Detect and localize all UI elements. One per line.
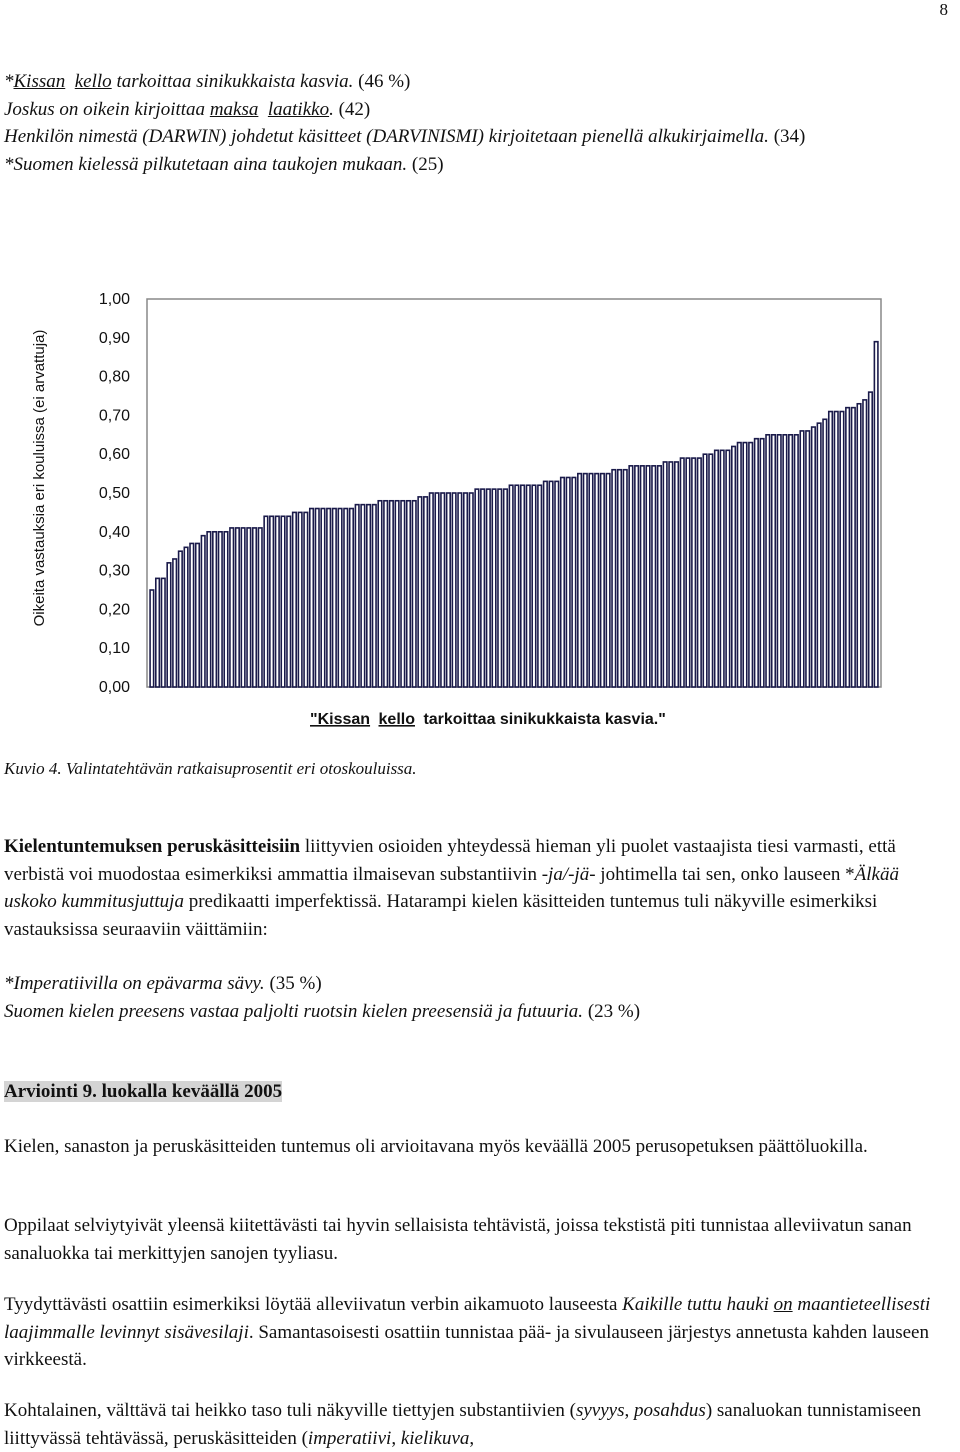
chart-bar <box>355 505 359 687</box>
chart-bar <box>641 466 645 687</box>
y-tick-label: 0,90 <box>98 329 130 347</box>
chart-bar <box>840 412 844 687</box>
chart-bar <box>726 450 730 687</box>
chart-bar <box>738 443 742 687</box>
y-tick-label: 0,70 <box>98 407 130 425</box>
chart-bar <box>549 481 553 687</box>
chart-bar <box>646 466 650 687</box>
chart-bar <box>441 493 445 687</box>
chart-bar <box>823 419 827 687</box>
chart-bar <box>373 505 377 687</box>
paragraph-text: , <box>391 1427 401 1449</box>
chart-bar <box>201 536 205 687</box>
bars <box>150 342 878 687</box>
chart-bar <box>595 474 599 687</box>
underlined-word: maksa <box>209 98 259 120</box>
chart-bar <box>601 474 605 687</box>
chart-bar <box>834 412 838 687</box>
chart-bar <box>686 458 690 687</box>
chart-bar <box>333 509 337 687</box>
chart-bar <box>247 528 251 687</box>
chart-bar <box>287 516 291 687</box>
chart-bar <box>612 470 616 687</box>
chart-bar <box>526 485 530 687</box>
chart-bar <box>857 404 861 687</box>
chart-bar <box>777 435 781 687</box>
chart-bar <box>156 578 160 687</box>
chart-bar <box>253 528 257 687</box>
chart-bar <box>344 509 348 687</box>
italic-text: Kaikille tuttu hauki <box>622 1294 774 1315</box>
chart-bar <box>167 563 171 687</box>
y-tick-label: 0,20 <box>98 601 130 619</box>
paragraph-text: predikaatti imperfektissä. Hatarampi kielen käsitteiden tuntemus tuli näkyville esimerkiksi vastauksissa seuraaviin väittämiin: <box>4 891 878 940</box>
paragraph-5 <box>4 1397 954 1452</box>
underlined-word: laatikko <box>267 98 330 120</box>
chart-bar <box>755 439 759 687</box>
chart-bar <box>184 547 188 687</box>
chart-bar <box>874 342 878 687</box>
chart-bar <box>692 458 696 687</box>
chart-bar <box>869 392 873 687</box>
chart-bar <box>407 501 411 687</box>
chart-bar <box>772 435 776 687</box>
chart-bar <box>658 466 662 687</box>
statement-percentage: (34) <box>768 126 806 147</box>
y-tick-label: 0,10 <box>98 640 130 658</box>
italic-text: posahdus <box>634 1400 706 1421</box>
chart-bar <box>401 501 405 687</box>
italic-text: Älkää uskoko kummitusjuttuja <box>4 863 899 912</box>
chart-bar <box>789 435 793 687</box>
chart-bar <box>390 501 394 687</box>
chart-bar <box>566 477 570 687</box>
chart-bar <box>783 435 787 687</box>
chart-bar <box>578 474 582 687</box>
chart-bar <box>310 509 314 687</box>
paragraph-1 <box>4 833 954 943</box>
statement-text: Joskus on oikein kirjoittaa <box>4 98 210 120</box>
chart-bar <box>241 528 245 687</box>
chart-bar <box>663 462 667 687</box>
claim-percentage: (23 %) <box>583 1000 641 1022</box>
chart-bar <box>492 489 496 687</box>
chart-bar <box>236 528 240 687</box>
chart-bar <box>161 578 165 687</box>
claim-percentage: (35 %) <box>264 973 322 994</box>
chart-bar <box>629 466 633 687</box>
y-tick-label: 0,50 <box>98 485 130 502</box>
chart-bar <box>680 458 684 687</box>
italic-text: maantieteellisesti laajimmalle levinnyt sisävesilaji <box>4 1294 931 1343</box>
paragraph-text: johtimella tai sen, onko lauseen * <box>595 863 855 885</box>
y-tick-label: 0,60 <box>98 446 130 464</box>
statement-percentage: (42) <box>333 98 371 120</box>
paragraph-text: Kohtalainen, välttävä tai heikko taso tuli näkyville tiettyjen substantiivien ( <box>4 1400 576 1421</box>
chart-bar <box>720 450 724 687</box>
statement-text: Henkilön nimestä (DARWIN) johdetut käsitteet (DARVINISMI) kirjoitetaan pienellä alkukirjaimella. <box>4 126 769 147</box>
chart-bar <box>207 532 211 687</box>
chart-bar <box>675 462 679 687</box>
chart-bar <box>258 528 262 687</box>
chart-bar <box>635 466 639 687</box>
chart-bar <box>219 532 223 687</box>
chart-bar <box>606 474 610 687</box>
chart-bar <box>487 489 491 687</box>
underlined-word: Kissan <box>13 71 66 92</box>
chart-bar <box>230 528 234 687</box>
chart-bar <box>515 485 519 687</box>
bold-term: Kielentuntemuksen peruskäsitteisiin <box>4 836 301 857</box>
chart-bar <box>572 477 576 687</box>
chart-bar <box>732 446 736 687</box>
chart-bar <box>458 493 462 687</box>
paragraph-text: . Samantasoisesti osattiin tunnistaa pää- ja sivulauseen järjestys annetusta kahden lauseen virkkeestä. <box>4 1321 929 1370</box>
chart-bar <box>338 509 342 687</box>
statement-text: . <box>329 98 334 120</box>
statement-text: tarkoittaa sinikukkaista kasvia. <box>111 71 354 92</box>
chart-bar <box>384 501 388 687</box>
paragraph-text: Tyydyttävästi osattiin esimerkiksi löytää alleviivatun verbin aikamuoto lauseesta <box>4 1294 623 1315</box>
chart-bar <box>538 485 542 687</box>
chart-bar <box>589 474 593 687</box>
chart-bar <box>412 501 416 687</box>
paragraph-text: Kielen, sanaston ja peruskäsitteiden tuntemus oli arvioitavana myös keväällä 2005 perusopetuksen päättöluokilla. <box>4 1136 868 1157</box>
chart-bar <box>469 493 473 687</box>
y-axis-ticks <box>99 291 130 696</box>
chart-bar <box>264 516 268 687</box>
italic-text: kielikuva <box>400 1427 470 1449</box>
chart-bar <box>743 443 747 687</box>
italic-text: syvyys <box>575 1400 625 1421</box>
y-tick-label: 0,40 <box>98 523 130 541</box>
page-number: 8 <box>939 0 948 19</box>
chart-bar <box>863 400 867 687</box>
italic-text: -ja/-jä- <box>541 863 596 885</box>
chart-bar <box>544 481 548 687</box>
chart-bar <box>709 454 713 687</box>
chart-bar <box>795 435 799 687</box>
chart-bar <box>509 485 513 687</box>
chart-bar <box>276 516 280 687</box>
chart-bar <box>327 509 331 687</box>
paragraph-text: liittyvien osioiden yhteydessä hieman yli puolet vastaajista tiesi varmasti, että verbistä voi muodostaa esimerkiksi ammattia ilmaisevan substantiivin <box>4 836 896 885</box>
chart-bar <box>196 543 200 687</box>
chart-bar <box>150 590 154 687</box>
paragraph-text: Oppilaat selviytyivät yleensä kiitettävästi tai hyvin sellaisista tehtävistä, joissa tekstistä piti tunnistaa alleviivatun sanan sanaluokka tai merkittyjen sanojen tyyliasu. <box>4 1215 912 1264</box>
chart-bar <box>464 493 468 687</box>
heading-text: Arviointi 9. luokalla keväällä 2005 <box>4 1081 283 1102</box>
chart-bar <box>800 431 804 687</box>
chart-bar <box>281 516 285 687</box>
chart-bar <box>829 412 833 687</box>
chart-bar <box>378 501 382 687</box>
chart-bar <box>475 489 479 687</box>
chart-bar <box>555 481 559 687</box>
chart-bar <box>418 497 422 687</box>
underlined-verb: on <box>773 1294 793 1315</box>
chart-bar <box>652 466 656 687</box>
x-label-word: kello <box>378 711 415 728</box>
chart-bar <box>623 470 627 687</box>
chart-bar <box>435 493 439 687</box>
chart-bar <box>715 450 719 687</box>
chart-bar <box>173 559 177 687</box>
chart-bar <box>447 493 451 687</box>
chart-bar <box>367 505 371 687</box>
chart-bar <box>213 532 217 687</box>
chart-bar <box>618 470 622 687</box>
paragraph-4 <box>4 1291 954 1374</box>
chart-bar <box>361 505 365 687</box>
plot-area <box>147 299 881 687</box>
statement-text: *Suomen kielessä pilkutetaan aina taukojen mukaan. <box>4 153 408 175</box>
chart-bar <box>350 509 354 687</box>
chart-bar <box>521 485 525 687</box>
chart-bar <box>584 474 588 687</box>
italic-text: imperatiivi <box>307 1427 392 1449</box>
paragraph-2 <box>4 1133 954 1161</box>
chart-bar <box>321 509 325 687</box>
chart-bar <box>817 423 821 687</box>
chart-bar <box>766 435 770 687</box>
chart-bar <box>304 512 308 687</box>
x-label-rest: tarkoittaa sinikukkaista kasvia." <box>423 711 666 728</box>
underlined-word: kello <box>74 71 112 92</box>
chart-bar <box>504 489 508 687</box>
y-tick-label: 0,80 <box>98 368 130 386</box>
chart-bar <box>452 493 456 687</box>
claims-block <box>4 970 954 1025</box>
chart-bar <box>532 485 536 687</box>
claim-text: Suomen kielen preesens vastaa paljolti ruotsin kielen preesensiä ja futuuria. <box>4 1000 584 1022</box>
chart-bar <box>395 501 399 687</box>
y-tick-label: 0,00 <box>98 679 130 696</box>
chart-bar <box>293 512 297 687</box>
x-axis-label <box>310 711 666 728</box>
claim-text: *Imperatiivilla on epävarma sävy. <box>4 973 265 994</box>
chart-bar <box>812 427 816 687</box>
paragraph-3 <box>4 1212 954 1267</box>
chart-bar <box>561 477 565 687</box>
chart-bar <box>669 462 673 687</box>
chart-bar <box>498 489 502 687</box>
chart-bar <box>852 408 856 687</box>
chart-bar <box>806 431 810 687</box>
statement-percentage: (46 %) <box>353 71 411 92</box>
chart-bar <box>190 543 194 687</box>
chart-bar <box>749 443 753 687</box>
statement-percentage: (25) <box>407 153 444 175</box>
chart-bar <box>270 516 274 687</box>
chart-bar <box>424 497 428 687</box>
y-tick-label: 1,00 <box>98 291 130 308</box>
chart-bar <box>430 493 434 687</box>
chart-bar <box>298 512 302 687</box>
paragraph-text: , <box>624 1400 635 1421</box>
paragraph-text: ) sanaluokan tunnistamiseen liittyvässä tehtävässä, peruskäsitteiden ( <box>4 1400 922 1449</box>
paragraph-text: , <box>469 1427 475 1449</box>
chart-bar <box>846 408 850 687</box>
section-heading <box>4 1078 954 1106</box>
chart-bar <box>315 509 319 687</box>
y-tick-label: 0,30 <box>98 562 130 580</box>
chart-bar <box>760 439 764 687</box>
x-label-word: "Kissan <box>310 711 371 728</box>
chart-bar <box>179 551 183 687</box>
statement-text: * <box>4 71 14 92</box>
figure-caption: Kuvio 4. Valintatehtävän ratkaisuprosentit eri otoskouluissa. <box>4 759 417 778</box>
chart-bar <box>481 489 485 687</box>
chart-bar <box>224 532 228 687</box>
y-axis-label: Oikeita vastauksia eri kouluissa (ei arvattuja) <box>31 329 48 627</box>
chart-bar <box>703 454 707 687</box>
chart-bar <box>698 458 702 687</box>
